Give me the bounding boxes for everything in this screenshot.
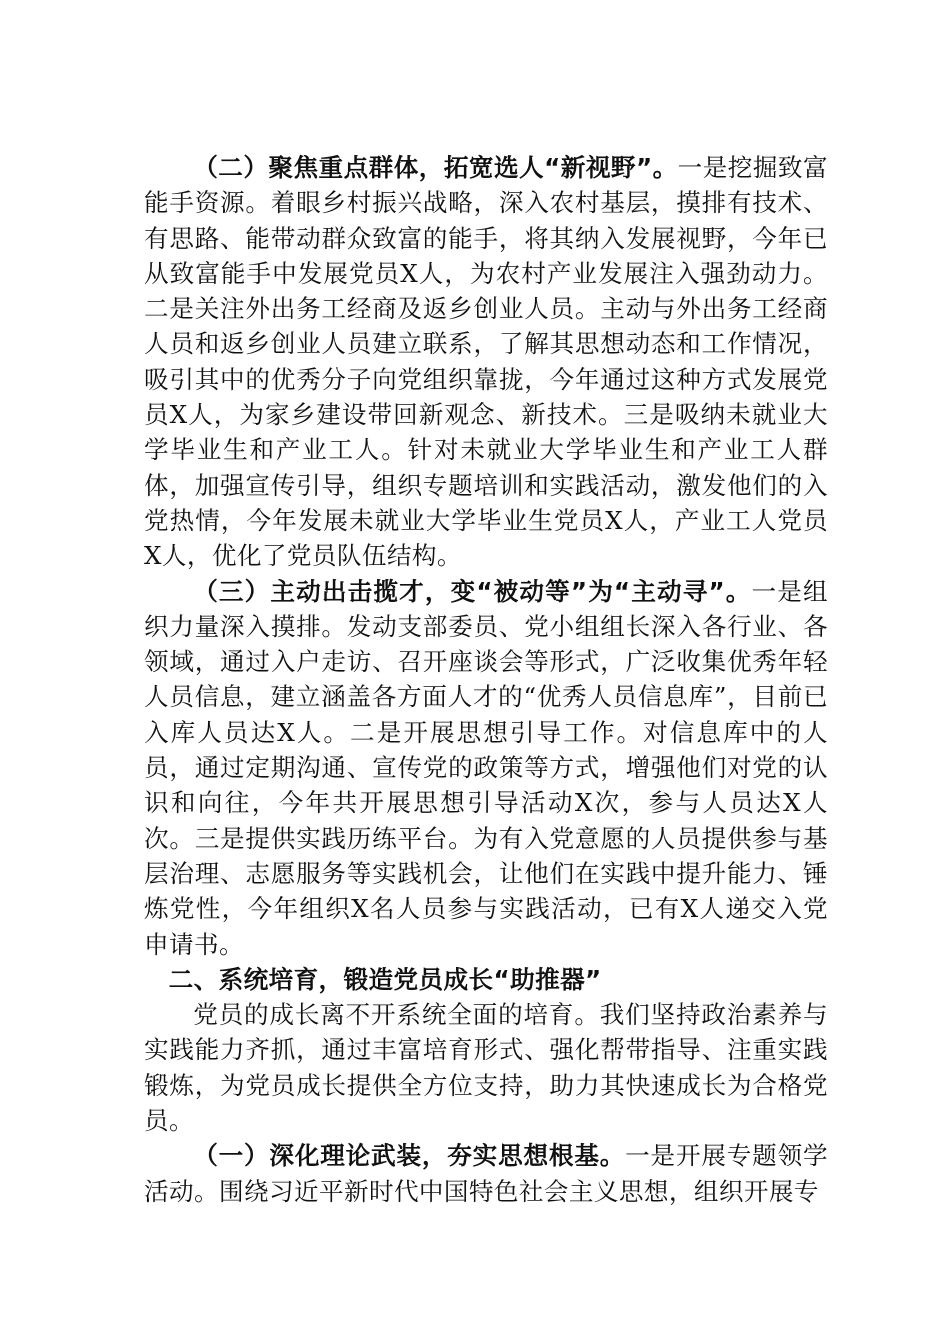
paragraph-text: 一是组织力量深入摸排。发动支部委员、党小组组长深入各行业、各领域，通过入户走访、召开座谈会等形式，广泛收集优秀年轻人员信息，建立涵盖各方面人才的“优秀人员信息库”，目前已入库人员达X人。二是开展思想引导工作。对信息库中的人员，通过定期沟通、宣传党的政策等方式，增强他们对党的认识和向往，今年共开展思想引导活动X次，参与人员达X人次。三是提供实践历练平台。为有入党意愿的人员提供参与基层治理、志愿服务等实践机会，让他们在实践中提升能力、锤炼党性，今年组织X名人员参与实践活动，已有X人递交入党申请书。 — [144, 576, 829, 959]
paragraph-focus-key-groups — [144, 150, 828, 574]
paragraph-text: 一是挖掘致富能手资源。着眼乡村振兴战略，深入农村基层，摸排有技术、有思路、能带动群众致富的能手，将其纳入发展视野，今年已从致富能手中发展党员X人，为农村产业发展注入强劲动力。二是关注外出务工经商及返乡创业人员。主动与外出务工经商人员和返乡创业人员建立联系，了解其思想动态和工作情况，吸引其中的优秀分子向党组织靠拢，今年通过这种方式发展党员X人，为家乡建设带回新观念、新技术。三是吸纳未就业大学毕业生和产业工人。针对未就业大学毕业生和产业工人群体，加强宣传引导，组织专题培训和实践活动，激发他们的入党热情，今年发展未就业大学毕业生党员X人，产业工人党员X人，优化了党员队伍结构。 — [144, 153, 828, 571]
paragraph-text: 一是开展专题领学活动。围绕习近平新时代中国特色社会主义思想，组织开展专 — [144, 1141, 828, 1206]
document-body — [144, 150, 828, 1209]
paragraph-text: 党员的成长离不开系统全面的培育。我们坚持政治素养与实践能力齐抓，通过丰富培育形式、强化帮带指导、注重实践锻炼，为党员成长提供全方位支持，助力其快速成长为合格党员。 — [144, 1000, 828, 1136]
paragraph-proactive-recruitment — [144, 574, 828, 962]
paragraph-lead: （一）深化理论武装，夯实思想根基。 — [193, 1141, 626, 1171]
paragraph-lead: （二）聚焦重点群体，拓宽选人“新视野”。 — [193, 153, 678, 182]
paragraph-theory-study — [144, 1138, 828, 1209]
section-heading: 二、系统培育，锻造党员成长“助推器” — [168, 964, 602, 994]
paragraph-lead: （三）主动出击揽才，变“被动等”为“主动寻”。 — [193, 576, 752, 606]
paragraph-section-intro — [144, 997, 828, 1138]
